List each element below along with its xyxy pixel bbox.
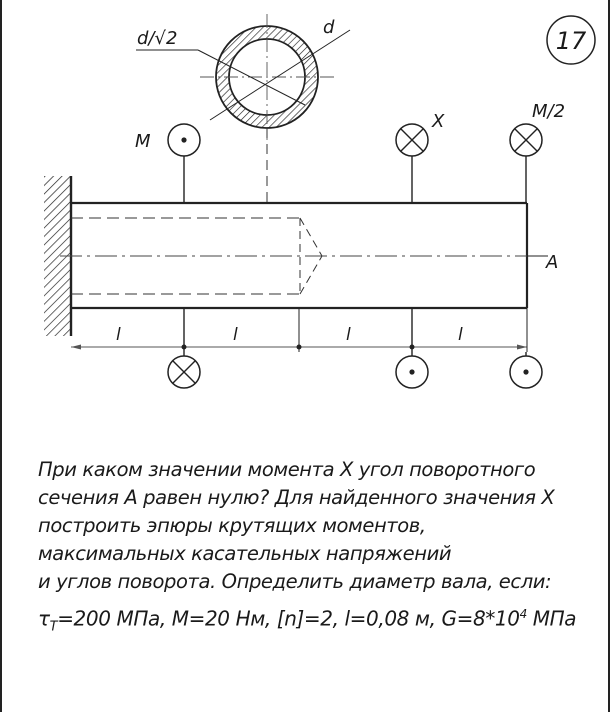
moment-bottom-3: [510, 352, 542, 388]
segment-label-2: l: [233, 325, 238, 345]
segment-label-1: l: [116, 325, 121, 345]
segment-label-3: l: [346, 325, 351, 345]
segment-label-4: l: [458, 325, 463, 345]
moment-m2-top: [510, 101, 565, 203]
g-base: G=8*10: [435, 606, 520, 631]
outer-diameter-label: d: [323, 17, 335, 38]
problem-line-4: максимальных касательных напряжений: [38, 542, 452, 565]
moment-bottom-2: [396, 308, 428, 388]
g-unit: МПа: [526, 606, 577, 631]
moment-m2-label: M/2: [532, 101, 566, 122]
section-a-label: A: [546, 252, 559, 273]
task-number: 17: [555, 27, 587, 55]
moment-m-label: M: [135, 131, 151, 152]
tau-value: =200 МПа,: [57, 606, 166, 631]
dimension-line: [71, 308, 527, 352]
moment-x-label: X: [432, 111, 445, 132]
inner-diameter-label: d/√2: [137, 28, 178, 49]
moment-m-top: [135, 124, 200, 203]
problem-parameters: [38, 600, 598, 642]
l-value: l=0,08 м,: [338, 606, 436, 631]
problem-line-1: При каком значении момента X угол поворотного: [38, 458, 536, 481]
problem-line-3: построить эпюры крутящих моментов,: [38, 514, 426, 537]
problem-line-2: сечения А равен нулю? Для найденного значения X: [38, 486, 555, 509]
tau-subscript: T: [49, 619, 58, 635]
moment-x-top: [396, 111, 445, 203]
g-exponent: 4: [519, 607, 527, 621]
tau-symbol: τ: [38, 606, 50, 631]
task-number-badge: [547, 16, 595, 64]
problem-line-5: и углов поворота. Определить диаметр вала, если:: [38, 570, 552, 593]
moment-bottom-1: [168, 308, 200, 388]
shaft-body: [60, 203, 542, 308]
problem-statement: [38, 456, 598, 642]
section-a-marker: [527, 252, 558, 273]
cross-section: [136, 14, 350, 140]
m-value: M=20 Нм,: [165, 606, 271, 631]
n-value: [n]=2,: [270, 606, 339, 631]
